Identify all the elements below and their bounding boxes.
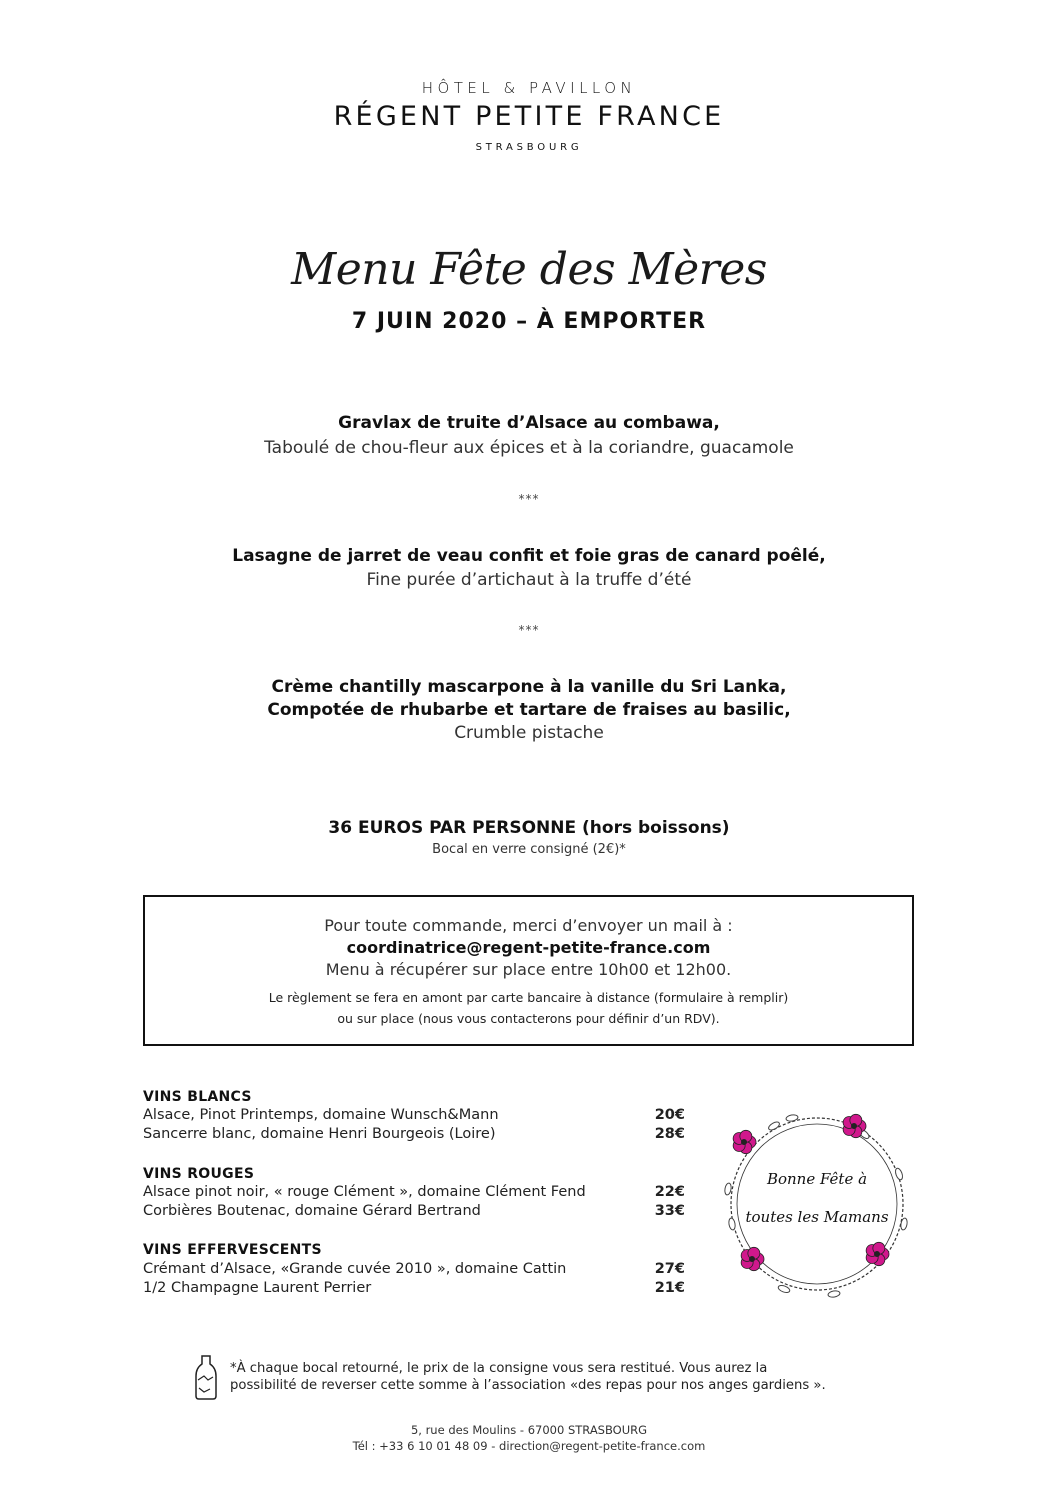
payment-info-line-1: Le règlement se fera en amont par carte bancaire à distance (formulaire à remplir): [268, 990, 789, 1005]
flower-icon: [733, 1130, 756, 1153]
wine-item: [143, 1107, 685, 1123]
wine-category-sparkling: VINS EFFERVESCENTS: [143, 1242, 322, 1258]
menu-title: Menu Fête des Mères: [291, 244, 767, 295]
deposit-refund-note-2: possibilité de reverser cette somme à l’association «des repas pour nos anges gardiens ».: [230, 1378, 826, 1393]
brand-name: RÉGENT PETITE FRANCE: [333, 101, 725, 132]
wreath-text-1: Bonne Fête à: [766, 1170, 868, 1188]
wine-price: 20€: [654, 1107, 685, 1123]
course-separator: ***: [518, 492, 540, 506]
wine-item: [143, 1261, 685, 1277]
order-email-link[interactable]: coordinatrice@regent-petite-france.com: [346, 938, 711, 957]
hotel-contact: Tél : +33 6 10 01 48 09 - direction@regent-petite-france.com: [352, 1439, 706, 1453]
wine-item: [143, 1126, 685, 1142]
wine-price: 27€: [654, 1261, 685, 1277]
menu-price: 36 EUROS PAR PERSONNE (hors boissons): [328, 818, 730, 838]
dessert-title-1: Crème chantilly mascarpone à la vanille du Sri Lanka,: [271, 677, 787, 697]
order-instruction: Pour toute commande, merci d’envoyer un mail à :: [324, 916, 733, 935]
dessert-title-2: Compotée de rhubarbe et tartare de fraises au basilic,: [267, 700, 791, 720]
flower-icon: [741, 1247, 764, 1270]
wine-name: Sancerre blanc, domaine Henri Bourgeois (Loire): [143, 1126, 496, 1142]
deposit-refund-note-1: *À chaque bocal retourné, le prix de la consigne vous sera restitué. Vous aurez la: [230, 1361, 768, 1376]
course-separator: ***: [518, 623, 540, 637]
wine-name: Crémant d’Alsace, «Grande cuvée 2010 », domaine Cattin: [143, 1261, 567, 1277]
wine-category-red: VINS ROUGES: [143, 1166, 255, 1182]
floral-wreath: [714, 1104, 920, 1304]
city-label: STRASBOURG: [475, 142, 583, 153]
payment-info-line-2: ou sur place (nous vous contacterons pour définir d’un RDV).: [337, 1011, 720, 1026]
order-info-box: [143, 895, 914, 1046]
wine-category-white: VINS BLANCS: [143, 1089, 252, 1105]
wreath-illustration: [714, 1104, 920, 1304]
wine-price: 22€: [654, 1184, 685, 1200]
deposit-note: Bocal en verre consigné (2€)*: [432, 842, 626, 857]
hotel-address: 5, rue des Moulins - 67000 STRASBOURG: [410, 1423, 648, 1437]
starter-description: Taboulé de chou-fleur aux épices et à la coriandre, guacamole: [264, 438, 794, 458]
pickup-time: Menu à récupérer sur place entre 10h00 et 12h00.: [325, 960, 732, 979]
wine-item: [143, 1184, 685, 1200]
wine-price: 33€: [654, 1203, 685, 1219]
wreath-text-2: toutes les Mamans: [745, 1208, 889, 1226]
wine-price: 21€: [654, 1280, 685, 1296]
wine-item: [143, 1280, 685, 1296]
hotel-subtitle: HÔTEL & PAVILLON: [421, 79, 637, 97]
jar-bottle-icon: [193, 1354, 219, 1400]
wine-name: 1/2 Champagne Laurent Perrier: [143, 1280, 372, 1296]
wine-name: Corbières Boutenac, domaine Gérard Bertrand: [143, 1203, 481, 1219]
main-description: Fine purée d’artichaut à la truffe d’été: [366, 570, 692, 590]
dessert-description: Crumble pistache: [454, 723, 604, 743]
starter-title: Gravlax de truite d’Alsace au combawa,: [338, 413, 720, 433]
wine-item: [143, 1203, 685, 1219]
wine-name: Alsace pinot noir, « rouge Clément », domaine Clément Fend: [143, 1184, 586, 1200]
menu-date: 7 JUIN 2020 – À EMPORTER: [351, 309, 707, 334]
main-title: Lasagne de jarret de veau confit et foie gras de canard poêlé,: [232, 546, 826, 566]
wine-price: 28€: [654, 1126, 685, 1142]
wine-name: Alsace, Pinot Printemps, domaine Wunsch&Mann: [143, 1107, 499, 1123]
